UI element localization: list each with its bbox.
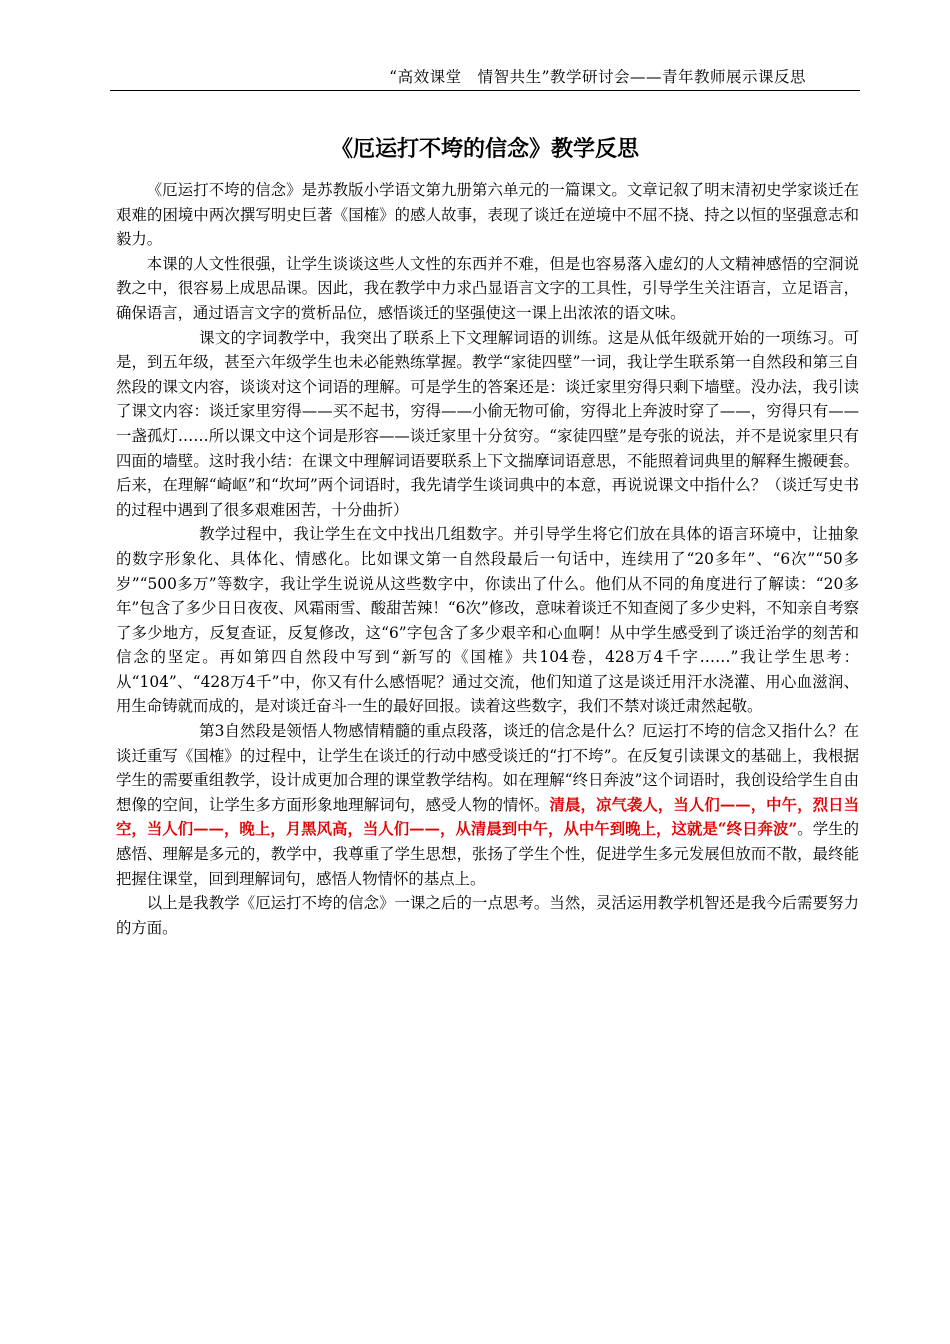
paragraph-vocabulary: 课文的字词教学中，我突出了联系上下文理解词语的训练。这是从低年级就开始的一项练习。可是，到五年级，甚至六年级学生也未必能熟练掌握。教学“家徒四壁”一词，我让学生联系第一自然段和第三自然段的课文内容，谈谈对这个词语的理解。可是学生的答案还是：谈迁家里穷得只剩下墙壁。没办法，我引读了课文内容：谈迁家里穷得——买不起书，穷得——小偷无物可偷，穷得北上奔波时穿了——，穷得只有——一盏孤灯……所以课文中这个词是形容——谈迁家里十分贫穷。“家徒四壁”是夸张的说法，并不是说家里只有四面的墙壁。这时我小结：在课文中理解词语要联系上下文揣摩词语意思，不能照着词典里的解释生搬硬套。后来，在理解“崎岖”和“坎坷”两个词语时，我先请学生谈词典中的本意，再说说课文中指什么？（谈迁写史书的过程中遇到了很多艰难困苦，十分曲折）	[116, 328, 859, 519]
paragraph-intro: 《厄运打不垮的信念》是苏教版小学语文第九册第六单元的一篇课文。文章记叙了明末清初史学家谈迁在艰难的困境中两次撰写明史巨著《国榷》的感人故事，表现了谈迁在逆境中不屈不挠、持之以恒的坚强意志和毅力。	[116, 181, 859, 249]
highlighted-passage: 清晨，凉气袭人，当人们——，中午，烈日当空，当人们——，晚上，月黑风高，当人们——，从清晨到中午，从中午到晚上，这就是“终日奔波”	[116, 795, 859, 839]
key-section-text: 第3自然段是领悟人物感情精髓的重点段落，谈迁的信念是什么？厄运打不垮的信念又指什么？在谈迁重写《国榷》的过程中，让学生在谈迁的行动中感受谈迁的“打不垮”。在反复引读课文的基础上，我根据学生的需要重组教学，设计成更加合理的课堂教学结构。如在理解“终日奔波”这个词语时，我创设给学生自由想像的空间，让学生多方面形象地理解词句，感受人物的情怀。	[116, 722, 859, 814]
document-title: 《厄运打不垮的信念》教学反思	[330, 137, 639, 162]
paragraph-closing: 以上是我教学《厄运打不垮的信念》一课之后的一点思考。当然，灵活运用教学机智还是我今后需要努力的方面。	[116, 894, 859, 937]
paragraph-numbers: 教学过程中，我让学生在文中找出几组数字。并引导学生将它们放在具体的语言环境中，让抽象的数字形象化、具体化、情感化。比如课文第一自然段最后一句话中，连续用了“20多年”、“6次”“50多岁”“500多万”等数字，我让学生说说从这些数字中，你读出了什么。他们从不同的角度进行了解读：“20多年”包含了多少日日夜夜、风霜雨雪、酸甜苦辣！“6次”修改，意味着谈迁不知查阅了多少史料，不知亲自考察了多少地方，反复查证，反复修改，这“6”字包含了多少艰辛和心血啊！从中学生感受到了谈迁治学的刻苦和信念的坚定。再如第四自然段中写到“新写的《国榷》共104卷，428万4千字……”我让学生思考：从“104”、“428万4千”中，你又有什么感悟呢？通过交流，他们知道了这是谈迁用汗水浇灌、用心血滋润、用生命铸就而成的，是对谈迁奋斗一生的最好回报。读着这些数字，我们不禁对谈迁肃然起敬。	[116, 525, 859, 716]
running-header: “高效课堂 情智共生”教学研讨会——青年教师展示课反思	[389, 68, 806, 86]
header-rule	[110, 90, 860, 91]
document-body	[116, 178, 859, 940]
paragraph-key-section	[116, 719, 859, 891]
key-section-text-end: 。学生的感悟、理解是多元的，教学中，我尊重了学生思想，张扬了学生个性，促进学生多元发展但放而不散，最终能把握住课堂，回到理解词句，感悟人物情怀的基点上。	[116, 820, 859, 888]
paragraph-humanity: 本课的人文性很强，让学生谈谈这些人文性的东西并不难，但是也容易落入虚幻的人文精神感悟的空洞说教之中，很容易上成思品课。因此，我在教学中力求凸显语言文字的工具性，引导学生关注语言，立足语言，确保语言，通过语言文字的赏析品位，感悟谈迁的坚强使这一课上出浓浓的语文味。	[116, 254, 859, 322]
